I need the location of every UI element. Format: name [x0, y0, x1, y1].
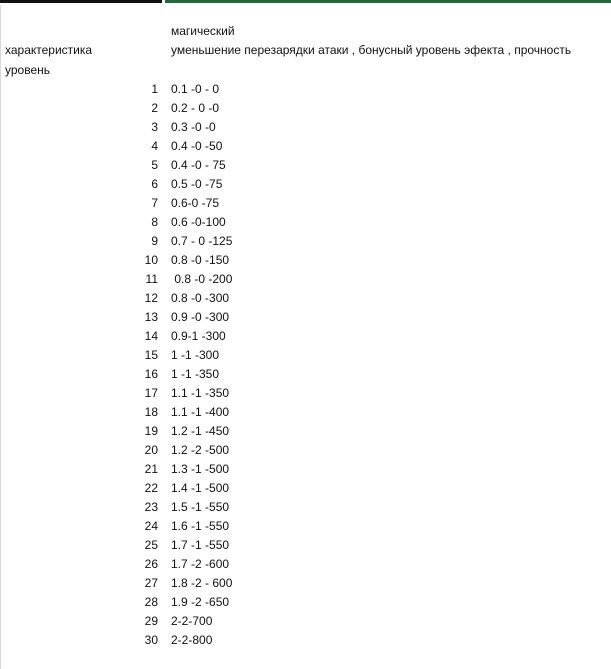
row-level: 14 — [144, 329, 158, 343]
top-bar-dark — [0, 0, 162, 3]
table-row — [120, 593, 420, 612]
table-row — [120, 99, 420, 118]
row-level: 1 — [151, 82, 158, 96]
row-level: 4 — [151, 139, 158, 153]
level-label: уровень — [5, 63, 51, 77]
table-row — [120, 156, 420, 175]
table-row — [120, 460, 420, 479]
table-row — [120, 194, 420, 213]
row-value: 1.3 -1 -500 — [171, 462, 230, 476]
row-value: 0.5 -0 -75 — [171, 177, 223, 191]
table-row — [120, 327, 420, 346]
row-level: 24 — [144, 519, 158, 533]
table-row — [120, 498, 420, 517]
row-value: 1.9 -2 -650 — [171, 595, 230, 609]
table-row — [120, 517, 420, 536]
top-bar-green — [165, 0, 611, 3]
row-value: 1 -1 -300 — [171, 348, 220, 362]
category-label: магический — [171, 24, 235, 38]
row-value: 1 -1 -350 — [171, 367, 220, 381]
row-level: 20 — [144, 443, 158, 457]
row-level: 29 — [144, 614, 158, 628]
row-level: 2 — [151, 101, 158, 115]
row-level: 5 — [151, 158, 158, 172]
table-row — [120, 213, 420, 232]
table-row — [120, 232, 420, 251]
row-value: 1.7 -2 -600 — [171, 557, 230, 571]
row-level: 11 — [145, 272, 158, 286]
table-row — [120, 308, 420, 327]
table-row — [120, 441, 420, 460]
table-row — [120, 574, 420, 593]
table-row — [120, 270, 420, 289]
table-row — [120, 403, 420, 422]
row-value: 0.3 -0 -0 — [171, 120, 216, 134]
row-level: 27 — [144, 576, 158, 590]
table-row — [120, 555, 420, 574]
row-level: 13 — [144, 310, 158, 324]
row-value: 2-2-800 — [171, 633, 213, 647]
row-level: 23 — [144, 500, 158, 514]
table-row — [120, 251, 420, 270]
row-value: 0.6-0 -75 — [171, 196, 220, 210]
column-description: уменьшение перезарядки атаки , бонусный уровень эфекта , прочность — [171, 43, 572, 57]
row-value: 0.8 -0 -150 — [171, 253, 230, 267]
row-level: 15 — [144, 348, 158, 362]
table-row — [120, 612, 420, 631]
row-level: 30 — [144, 633, 158, 647]
table-row — [120, 384, 420, 403]
table-row — [120, 289, 420, 308]
left-border — [0, 5, 1, 669]
row-level: 7 — [151, 196, 158, 210]
row-value: 2-2-700 — [171, 614, 213, 628]
table-row — [120, 137, 420, 156]
characteristic-label: характеристика — [5, 43, 93, 57]
row-level: 3 — [151, 120, 158, 134]
row-value: 0.8 -0 -200 — [171, 272, 233, 286]
row-level: 6 — [151, 177, 158, 191]
table-row — [120, 631, 420, 650]
row-level: 22 — [144, 481, 158, 495]
row-value: 0.9 -0 -300 — [171, 310, 230, 324]
row-level: 18 — [144, 405, 158, 419]
row-level: 25 — [144, 538, 158, 552]
table-row — [120, 365, 420, 384]
table-row — [120, 536, 420, 555]
row-level: 28 — [144, 595, 158, 609]
row-level: 9 — [151, 234, 158, 248]
row-value: 1.7 -1 -550 — [171, 538, 230, 552]
row-value: 1.8 -2 - 600 — [171, 576, 233, 590]
row-value: 0.4 -0 - 75 — [171, 158, 226, 172]
row-value: 0.8 -0 -300 — [171, 291, 230, 305]
row-value: 0.7 - 0 -125 — [171, 234, 233, 248]
level-table — [120, 80, 420, 650]
table-row — [120, 118, 420, 137]
table-row — [120, 346, 420, 365]
row-value: 1.2 -2 -500 — [171, 443, 230, 457]
row-level: 10 — [144, 253, 158, 267]
row-level: 8 — [151, 215, 158, 229]
row-value: 1.1 -1 -350 — [171, 386, 230, 400]
row-value: 0.6 -0-100 — [171, 215, 226, 229]
row-value: 0.9-1 -300 — [171, 329, 226, 343]
row-level: 16 — [144, 367, 158, 381]
row-level: 26 — [144, 557, 158, 571]
table-row — [120, 479, 420, 498]
row-level: 17 — [144, 386, 158, 400]
row-value: 1.4 -1 -500 — [171, 481, 230, 495]
row-level: 12 — [144, 291, 158, 305]
row-level: 21 — [144, 462, 158, 476]
row-value: 1.2 -1 -450 — [171, 424, 230, 438]
row-value: 1.1 -1 -400 — [171, 405, 230, 419]
table-row — [120, 422, 420, 441]
row-value: 0.2 - 0 -0 — [171, 101, 220, 115]
row-value: 0.4 -0 -50 — [171, 139, 223, 153]
row-value: 1.6 -1 -550 — [171, 519, 230, 533]
row-level: 19 — [144, 424, 158, 438]
table-row — [120, 175, 420, 194]
table-row — [120, 80, 420, 99]
row-value: 1.5 -1 -550 — [171, 500, 230, 514]
row-value: 0.1 -0 - 0 — [171, 82, 220, 96]
